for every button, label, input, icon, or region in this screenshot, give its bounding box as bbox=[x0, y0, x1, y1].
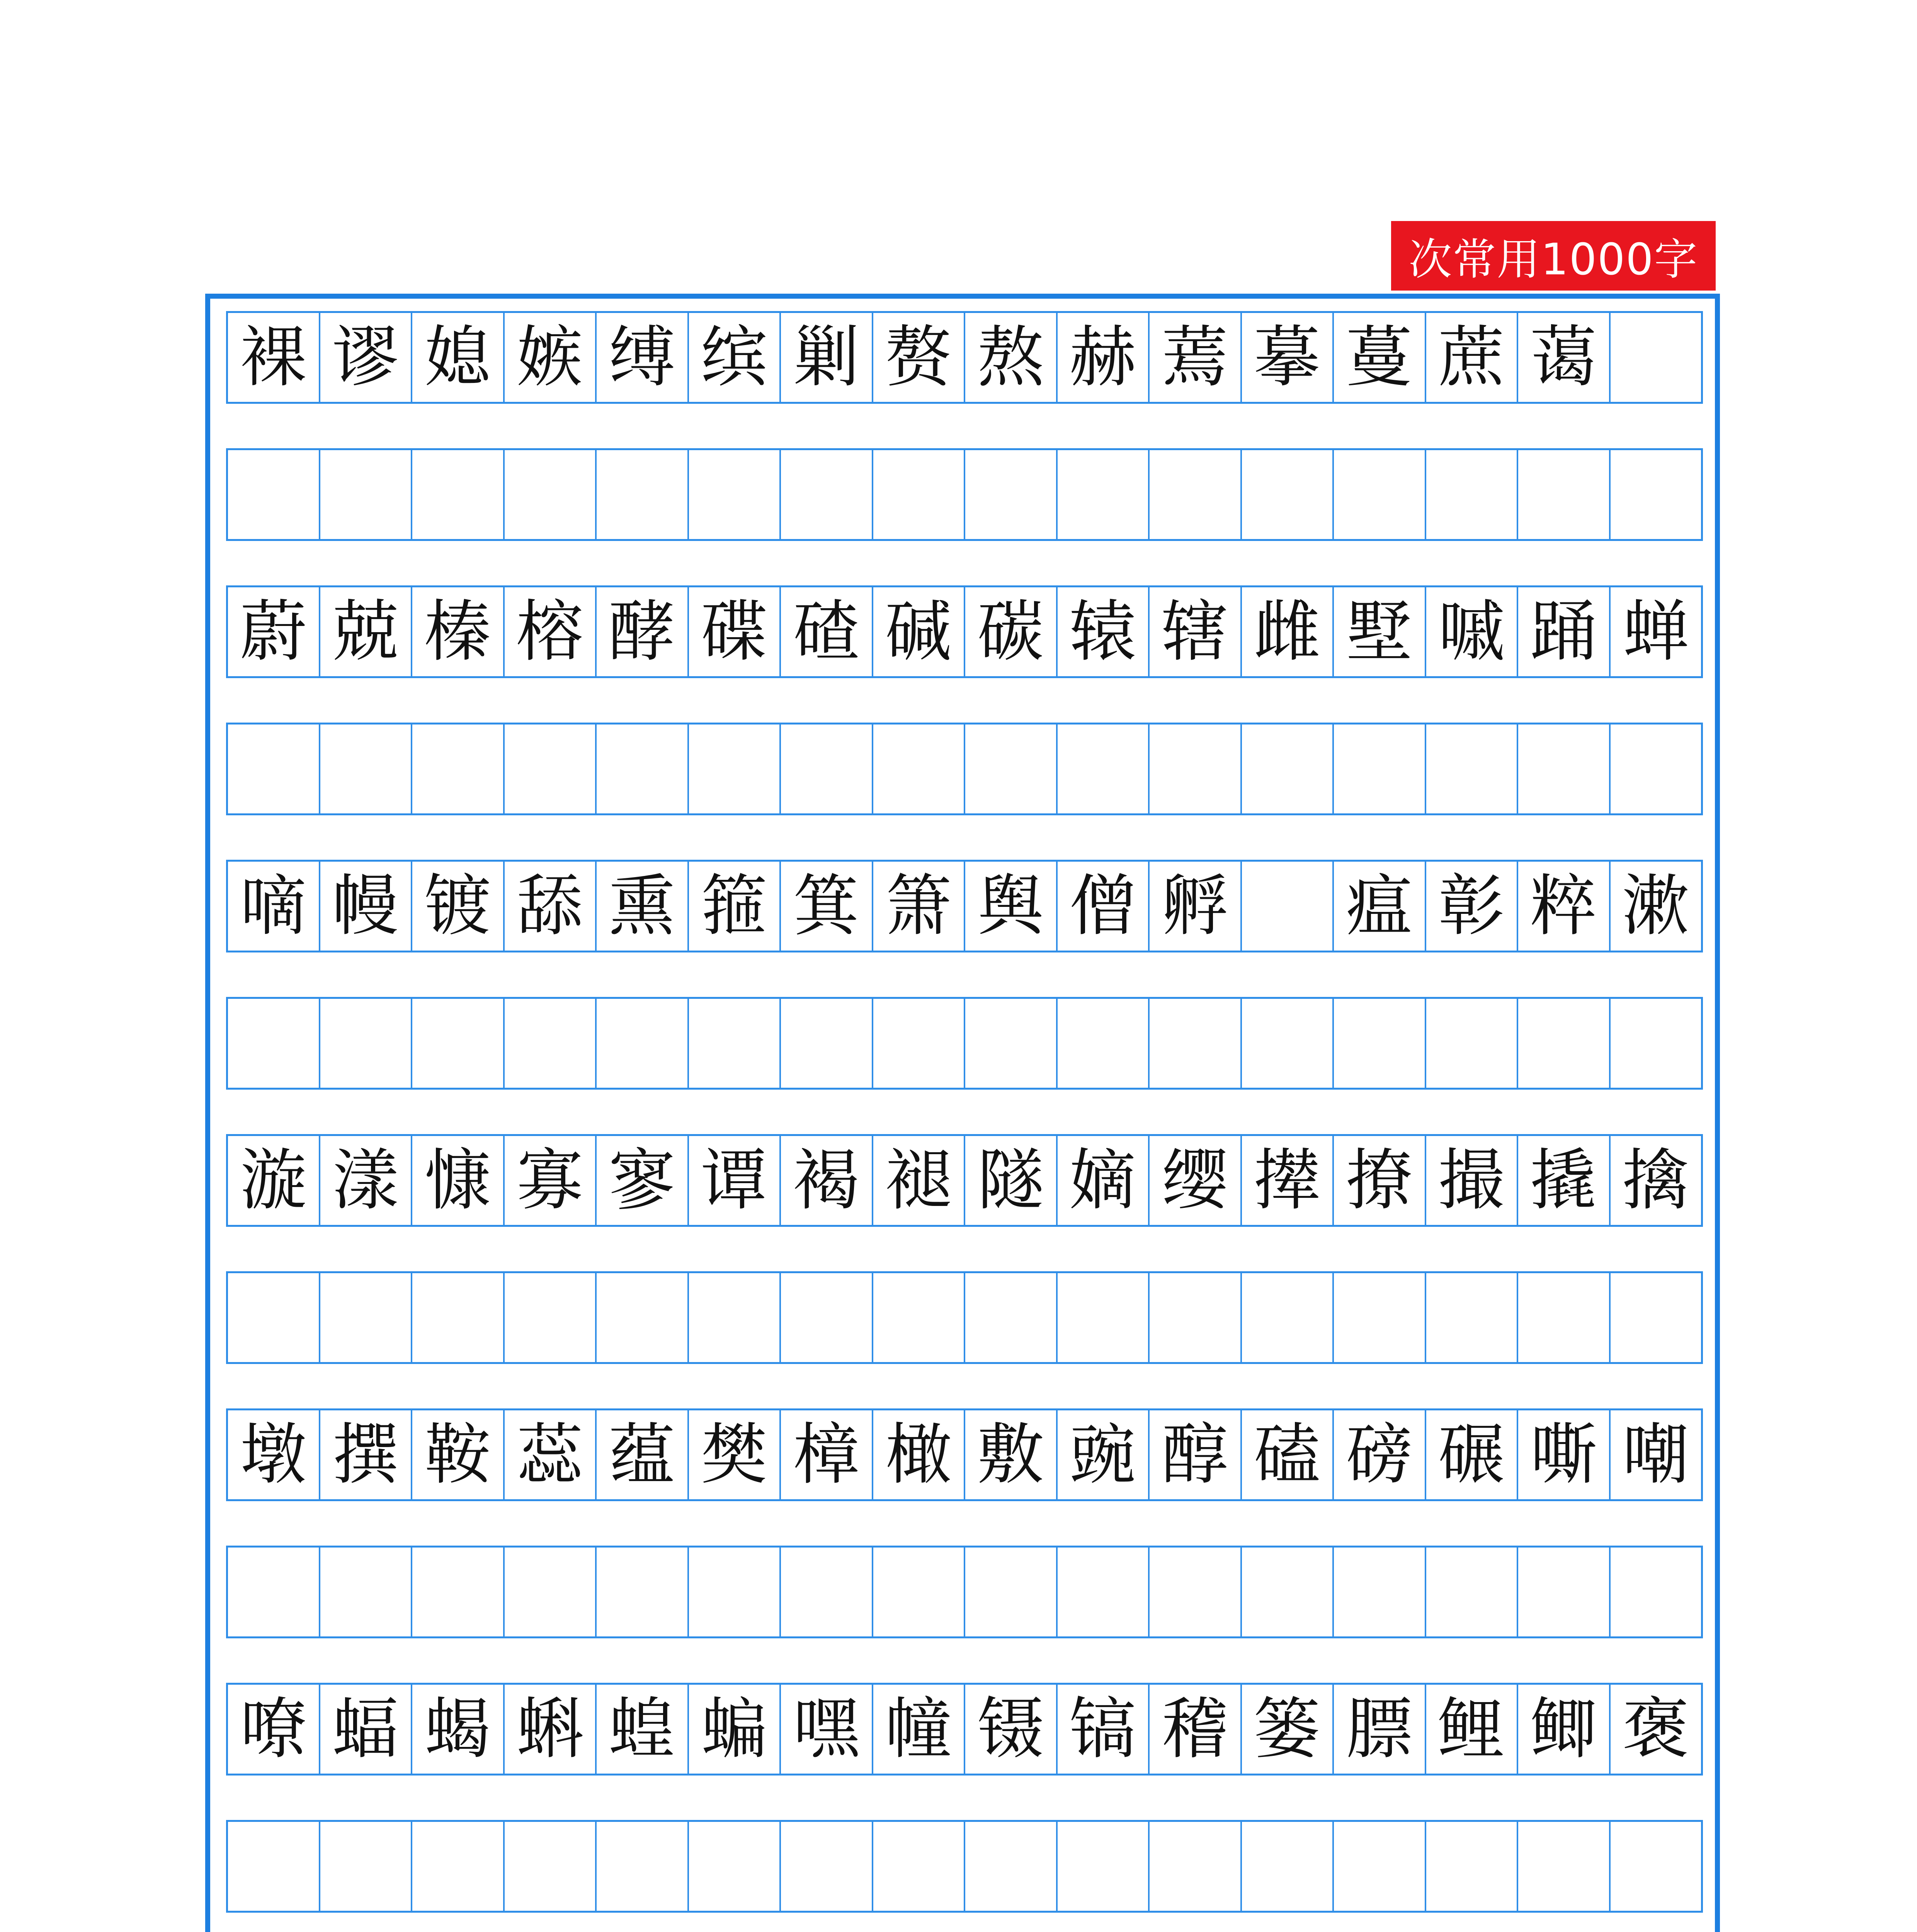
blank-cell bbox=[965, 1548, 1058, 1636]
blank-cell bbox=[1242, 1548, 1334, 1636]
blank-cell bbox=[412, 1548, 505, 1636]
blank-cell bbox=[1518, 1273, 1611, 1362]
blank-cell bbox=[1150, 1548, 1242, 1636]
blank-cell bbox=[1611, 1273, 1701, 1362]
character-cell: 蔼 bbox=[1518, 313, 1611, 402]
blank-cell bbox=[781, 450, 873, 539]
blank-cell bbox=[1518, 724, 1611, 813]
blank-cell bbox=[1611, 1822, 1701, 1911]
character-cell: 缨 bbox=[1150, 1136, 1242, 1225]
blank-practice-row bbox=[226, 1820, 1703, 1913]
blank-practice-row bbox=[226, 448, 1703, 541]
character-cell: 幢 bbox=[873, 1685, 966, 1774]
character-cell: 粹 bbox=[1518, 862, 1611, 951]
character-cell: 酵 bbox=[597, 587, 689, 676]
character-cell: 谭 bbox=[689, 1136, 781, 1225]
character-cell: 篓 bbox=[1242, 1685, 1334, 1774]
character-cell: 剿 bbox=[781, 313, 873, 402]
character-cell: 膘 bbox=[1334, 1685, 1426, 1774]
character-cell: 嘿 bbox=[781, 1685, 873, 1774]
character-cell: 碱 bbox=[873, 587, 966, 676]
character-cell: 漾 bbox=[320, 1136, 413, 1225]
blank-practice-row bbox=[226, 1271, 1703, 1364]
blank-cell bbox=[228, 1548, 320, 1636]
blank-cell bbox=[1518, 450, 1611, 539]
character-cell: 寡 bbox=[505, 1136, 597, 1225]
blank-cell bbox=[320, 999, 413, 1088]
character-cell: 嫡 bbox=[1058, 1136, 1150, 1225]
character-row bbox=[226, 860, 1703, 952]
blank-cell bbox=[1611, 999, 1701, 1088]
blank-cell bbox=[1334, 1548, 1426, 1636]
character-cell: 鞍 bbox=[412, 1410, 505, 1499]
blank-cell bbox=[505, 1273, 597, 1362]
blank-cell bbox=[873, 1273, 966, 1362]
blank-practice-row bbox=[226, 997, 1703, 1090]
blank-cell bbox=[1242, 1822, 1334, 1911]
blank-cell bbox=[1426, 999, 1519, 1088]
blank-cell bbox=[505, 999, 597, 1088]
blank-cell bbox=[873, 999, 966, 1088]
blank-cell bbox=[1518, 1548, 1611, 1636]
character-cell: 隧 bbox=[965, 1136, 1058, 1225]
character-cell: 镐 bbox=[1058, 1685, 1150, 1774]
character-cell: 嘀 bbox=[228, 862, 320, 951]
blank-cell bbox=[228, 999, 320, 1088]
blank-cell bbox=[873, 1548, 966, 1636]
blank-cell bbox=[412, 724, 505, 813]
character-cell: 箕 bbox=[781, 862, 873, 951]
character-cell: 缤 bbox=[689, 313, 781, 402]
character-cell: 磅 bbox=[1334, 1410, 1426, 1499]
character-cell: 撮 bbox=[1426, 1136, 1519, 1225]
character-cell: 蝉 bbox=[1622, 593, 1689, 670]
blank-cell bbox=[1242, 724, 1334, 813]
character-row bbox=[226, 585, 1703, 678]
character-cell: 蕊 bbox=[505, 1410, 597, 1499]
character-cell: 镀 bbox=[412, 862, 505, 951]
character-row bbox=[226, 311, 1703, 404]
blank-cell bbox=[597, 1548, 689, 1636]
character-cell: 蝎 bbox=[412, 1685, 505, 1774]
character-cell: 漩 bbox=[228, 1136, 320, 1225]
blank-cell bbox=[689, 450, 781, 539]
category-tag: 次常用1000字 bbox=[1391, 221, 1716, 291]
character-cell: 舆 bbox=[965, 862, 1058, 951]
character-cell: 嘲 bbox=[1622, 1416, 1689, 1493]
character-cell: 稽 bbox=[1150, 1685, 1242, 1774]
character-cell: 慷 bbox=[412, 1136, 505, 1225]
blank-cell bbox=[505, 450, 597, 539]
character-cell: 谬 bbox=[320, 313, 413, 402]
character-cell: 榕 bbox=[505, 587, 597, 676]
character-cell: 嘹 bbox=[228, 1685, 320, 1774]
blank-cell bbox=[320, 450, 413, 539]
character-cell: 蔓 bbox=[1334, 313, 1426, 402]
blank-cell bbox=[1242, 862, 1334, 951]
character-cell: 镊 bbox=[965, 1685, 1058, 1774]
character-row bbox=[226, 1683, 1703, 1776]
blank-cell bbox=[1518, 999, 1611, 1088]
character-cell: 寥 bbox=[597, 1136, 689, 1225]
character-cell: 箫 bbox=[873, 862, 966, 951]
blank-cell bbox=[1150, 450, 1242, 539]
blank-cell bbox=[320, 1548, 413, 1636]
character-row bbox=[226, 1408, 1703, 1501]
character-cell: 鲫 bbox=[1518, 1685, 1611, 1774]
character-cell: 缚 bbox=[597, 313, 689, 402]
blank-practice-row bbox=[226, 723, 1703, 815]
character-cell: 蝌 bbox=[505, 1685, 597, 1774]
character-cell: 碳 bbox=[965, 587, 1058, 676]
character-cell: 兢 bbox=[320, 587, 413, 676]
blank-cell bbox=[1058, 1273, 1150, 1362]
character-cell: 蝠 bbox=[320, 1685, 413, 1774]
character-cell: 墅 bbox=[1334, 587, 1426, 676]
character-cell: 摹 bbox=[1242, 313, 1334, 402]
blank-cell bbox=[228, 1273, 320, 1362]
blank-cell bbox=[1518, 1822, 1611, 1911]
character-cell: 踊 bbox=[1518, 587, 1611, 676]
blank-cell bbox=[1150, 1273, 1242, 1362]
character-cell: 榛 bbox=[412, 587, 505, 676]
character-cell: 舔 bbox=[505, 862, 597, 951]
character-row bbox=[226, 1134, 1703, 1227]
character-cell: 嘁 bbox=[1426, 587, 1519, 676]
blank-cell bbox=[1058, 724, 1150, 813]
blank-cell bbox=[412, 1273, 505, 1362]
blank-cell bbox=[1058, 999, 1150, 1088]
character-cell: 鲤 bbox=[1426, 1685, 1519, 1774]
blank-cell bbox=[228, 724, 320, 813]
blank-cell bbox=[1150, 1822, 1242, 1911]
blank-cell bbox=[781, 724, 873, 813]
blank-cell bbox=[228, 1822, 320, 1911]
blank-cell bbox=[781, 1273, 873, 1362]
blank-cell bbox=[873, 450, 966, 539]
character-cell: 熬 bbox=[965, 313, 1058, 402]
blank-cell bbox=[689, 999, 781, 1088]
blank-cell bbox=[1611, 1548, 1701, 1636]
character-cell: 擒 bbox=[1622, 1141, 1689, 1219]
blank-cell bbox=[1334, 450, 1426, 539]
blank-cell bbox=[1058, 1822, 1150, 1911]
character-cell: 赫 bbox=[1058, 313, 1150, 402]
character-cell: 箍 bbox=[689, 862, 781, 951]
character-cell: 敷 bbox=[965, 1410, 1058, 1499]
character-cell: 撰 bbox=[320, 1410, 413, 1499]
blank-cell bbox=[1611, 313, 1701, 402]
blank-cell bbox=[965, 999, 1058, 1088]
blank-cell bbox=[597, 1273, 689, 1362]
blank-cell bbox=[597, 1822, 689, 1911]
blank-cell bbox=[689, 1548, 781, 1636]
blank-cell bbox=[1611, 450, 1701, 539]
blank-cell bbox=[965, 724, 1058, 813]
character-cell: 彰 bbox=[1426, 862, 1519, 951]
blank-cell bbox=[505, 1822, 597, 1911]
character-cell: 蔫 bbox=[1150, 313, 1242, 402]
character-cell: 蔗 bbox=[1426, 313, 1519, 402]
character-cell: 瘟 bbox=[1334, 862, 1426, 951]
character-cell: 碾 bbox=[1426, 1410, 1519, 1499]
blank-cell bbox=[412, 1822, 505, 1911]
blank-cell bbox=[873, 1822, 966, 1911]
character-cell: 嫉 bbox=[505, 313, 597, 402]
character-cell: 撵 bbox=[1242, 1136, 1334, 1225]
blank-cell bbox=[1611, 724, 1701, 813]
blank-cell bbox=[412, 450, 505, 539]
character-cell: 撩 bbox=[1334, 1136, 1426, 1225]
character-cell: 醇 bbox=[1150, 1410, 1242, 1499]
blank-cell bbox=[689, 1273, 781, 1362]
blank-cell bbox=[1058, 450, 1150, 539]
character-cell: 裸 bbox=[228, 313, 320, 402]
blank-cell bbox=[781, 1548, 873, 1636]
blank-cell bbox=[320, 1273, 413, 1362]
character-cell: 熏 bbox=[597, 862, 689, 951]
character-cell: 赘 bbox=[873, 313, 966, 402]
blank-cell bbox=[1426, 724, 1519, 813]
blank-cell bbox=[1334, 1822, 1426, 1911]
blank-cell bbox=[781, 999, 873, 1088]
blank-cell bbox=[597, 450, 689, 539]
character-cell: 褒 bbox=[1622, 1690, 1689, 1768]
character-cell: 樊 bbox=[689, 1410, 781, 1499]
blank-cell bbox=[1242, 999, 1334, 1088]
blank-cell bbox=[597, 999, 689, 1088]
blank-cell bbox=[228, 450, 320, 539]
character-cell: 碟 bbox=[689, 587, 781, 676]
character-cell: 橄 bbox=[873, 1410, 966, 1499]
blank-cell bbox=[1426, 1548, 1519, 1636]
blank-cell bbox=[1058, 1548, 1150, 1636]
character-cell: 孵 bbox=[1150, 862, 1242, 951]
character-cell: 嘶 bbox=[1518, 1410, 1611, 1499]
blank-cell bbox=[1334, 999, 1426, 1088]
blank-cell bbox=[1426, 450, 1519, 539]
blank-cell bbox=[320, 724, 413, 813]
character-cell: 豌 bbox=[1058, 1410, 1150, 1499]
blank-cell bbox=[689, 1822, 781, 1911]
blank-cell bbox=[1426, 1822, 1519, 1911]
character-cell: 蕴 bbox=[597, 1410, 689, 1499]
character-cell: 辖 bbox=[1150, 587, 1242, 676]
blank-cell bbox=[320, 1822, 413, 1911]
blank-cell bbox=[412, 999, 505, 1088]
blank-cell bbox=[965, 450, 1058, 539]
blank-cell bbox=[873, 724, 966, 813]
blank-cell bbox=[1334, 1273, 1426, 1362]
blank-cell bbox=[965, 1822, 1058, 1911]
character-cell: 蔚 bbox=[228, 587, 320, 676]
blank-practice-row bbox=[226, 1546, 1703, 1638]
blank-cell bbox=[1150, 724, 1242, 813]
blank-cell bbox=[1150, 999, 1242, 1088]
character-cell: 磕 bbox=[1242, 1410, 1334, 1499]
blank-cell bbox=[505, 1548, 597, 1636]
character-cell: 媳 bbox=[412, 313, 505, 402]
character-cell: 幔 bbox=[320, 862, 413, 951]
blank-cell bbox=[689, 724, 781, 813]
character-cell: 撬 bbox=[1518, 1136, 1611, 1225]
character-cell: 漱 bbox=[1622, 867, 1689, 945]
character-cell: 雌 bbox=[1242, 587, 1334, 676]
character-cell: 蝙 bbox=[689, 1685, 781, 1774]
blank-cell bbox=[505, 724, 597, 813]
blank-cell bbox=[597, 724, 689, 813]
blank-cell bbox=[781, 1822, 873, 1911]
blank-cell bbox=[1242, 1273, 1334, 1362]
character-cell: 碴 bbox=[781, 587, 873, 676]
blank-cell bbox=[1242, 450, 1334, 539]
character-cell: 褪 bbox=[873, 1136, 966, 1225]
character-cell: 褐 bbox=[781, 1136, 873, 1225]
character-cell: 僧 bbox=[1058, 862, 1150, 951]
character-cell: 墩 bbox=[228, 1410, 320, 1499]
character-cell: 蝗 bbox=[597, 1685, 689, 1774]
character-cell: 辕 bbox=[1058, 587, 1150, 676]
character-cell: 樟 bbox=[781, 1410, 873, 1499]
blank-cell bbox=[1334, 724, 1426, 813]
blank-cell bbox=[965, 1273, 1058, 1362]
blank-cell bbox=[1426, 1273, 1519, 1362]
